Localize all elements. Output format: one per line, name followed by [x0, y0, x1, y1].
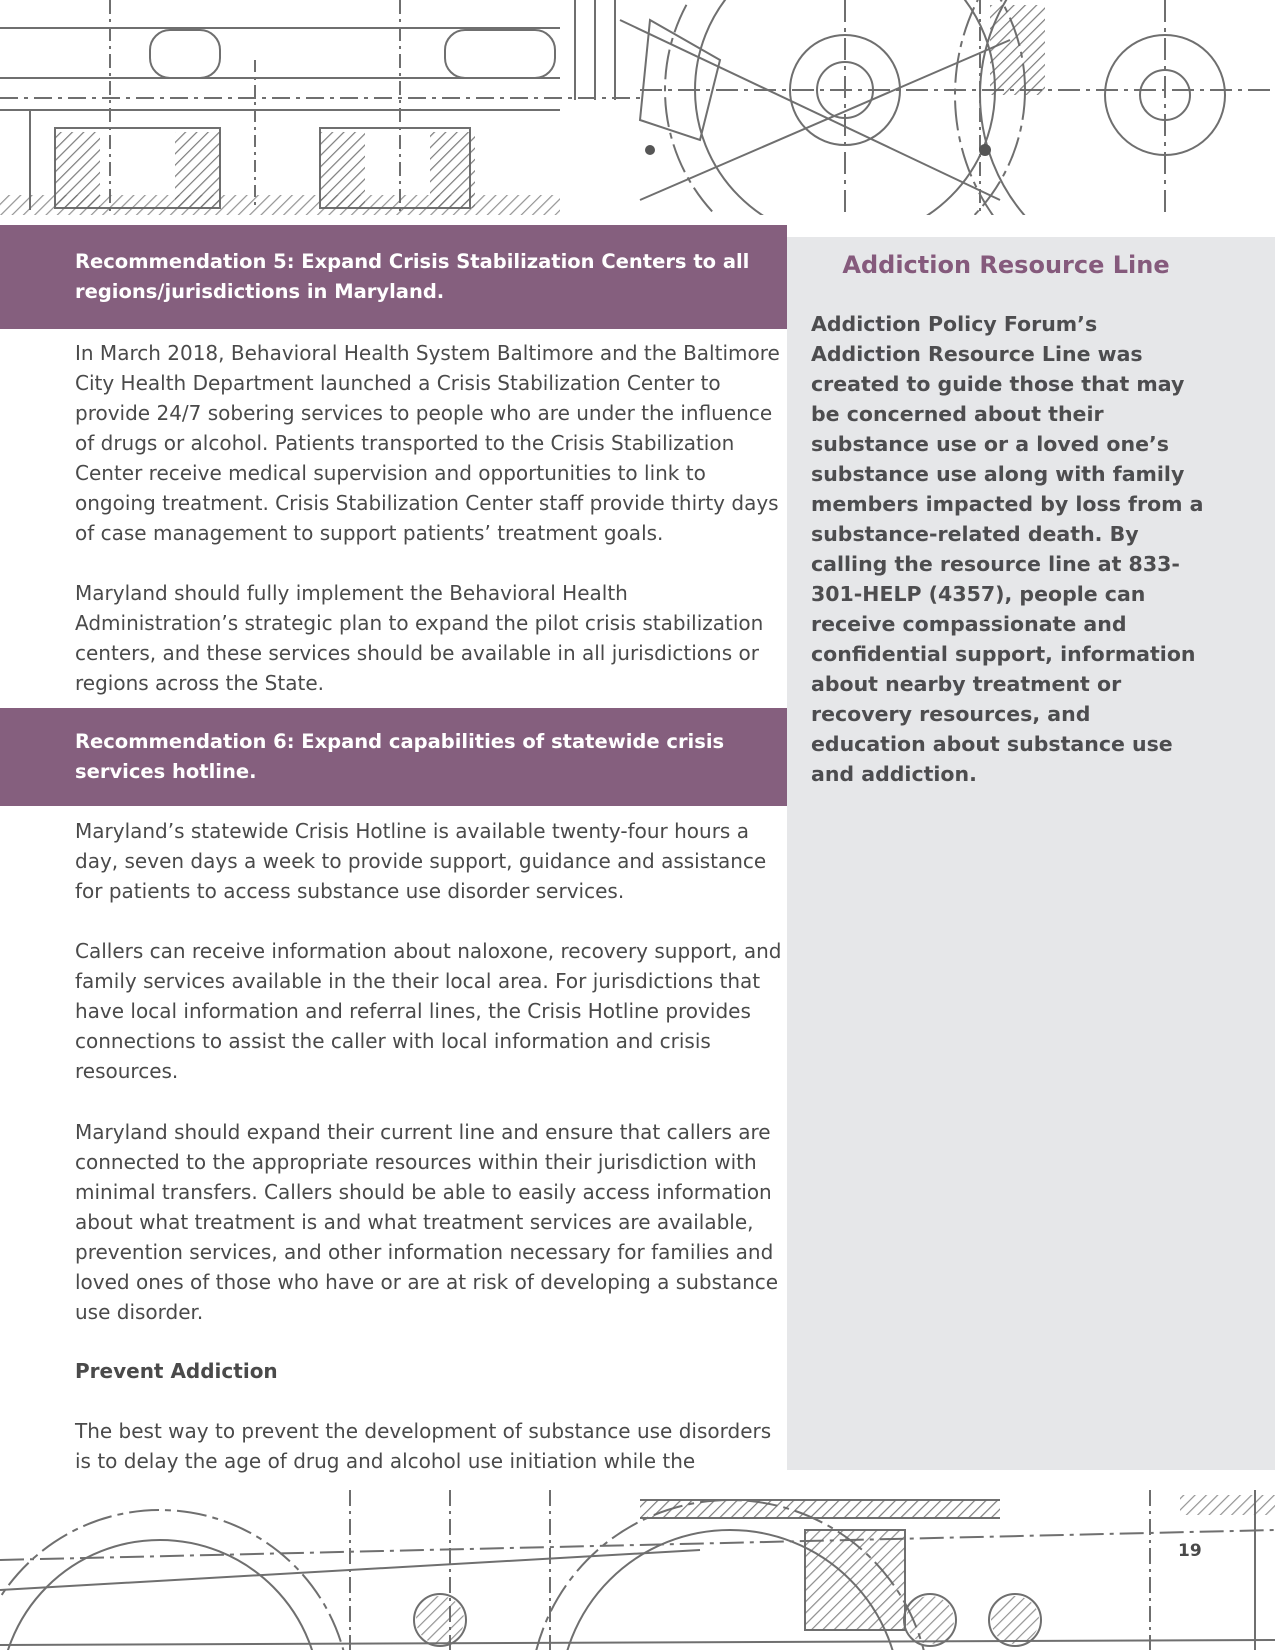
- prevent-addiction-paragraph: The best way to prevent the development of substance use disorders is to delay the age of drug and alcohol use initiation while the: [75, 1419, 772, 1473]
- recommendation-6-paragraph-3: Maryland should expand their current line and ensure that callers are connected to the appropriate resources within their jurisdiction with minimal transfers. Callers should be able to easily access information about what treatment is and what treatment services are available, prevention services, and other information necessary for families and loved ones of those who have or are at risk of developing a substance use disorder.: [75, 1120, 779, 1324]
- blueprint-drawing-top: [0, 0, 1275, 215]
- recommendation-6-paragraph-2: Callers can receive information about naloxone, recovery support, and family services available in the their local area. For jurisdictions that have local information and referral lines, the Crisis Hotline provides connections to assist the caller with local information and crisis resources.: [75, 939, 782, 1083]
- recommendation-5-paragraph-1: In March 2018, Behavioral Health System Baltimore and the Baltimore City Health Department launched a Crisis Stabilization Center to provide 24/7 sobering services to people who are under the influence of drugs or alcohol. Patients transported to the Crisis Stabilization Center receive medical supervision and opportunities to link to ongoing treatment. Crisis Stabilization Center staff provide thirty days of case management to support patients’ treatment goals.: [75, 341, 780, 545]
- sidebar-body: Addiction Policy Forum’s Addiction Resource Line was created to guide those that may be concerned about their substance use or a loved one’s substance use along with family members impacted by loss from a substance-related death. By calling the resource line at 833-301-HELP (4357), people can receive compassionate and confidential support, information about nearby treatment or recovery resources, and education about substance use and addiction.: [811, 312, 1204, 786]
- sidebar-title: Addiction Resource Line: [842, 251, 1170, 279]
- recommendation-5-header: [0, 225, 787, 329]
- recommendation-6-paragraph-1: Maryland’s statewide Crisis Hotline is available twenty-four hours a day, seven days a week to provide support, guidance and assistance for patients to access substance use disorder services.: [75, 819, 767, 903]
- recommendation-6-title: Recommendation 6: Expand capabilities of statewide crisis services hotline.: [75, 730, 725, 783]
- recommendation-6-header: [0, 708, 787, 806]
- blueprint-drawing-bottom: [0, 1490, 1275, 1650]
- header-blueprint-illustration: [0, 0, 1275, 215]
- resource-line-sidebar: [787, 237, 1275, 1470]
- page-number: 19: [1178, 1541, 1202, 1561]
- footer-blueprint-illustration: [0, 1490, 1275, 1650]
- recommendation-5-title: Recommendation 5: Expand Crisis Stabilization Centers to all regions/jurisdictions in Maryland.: [75, 250, 750, 303]
- recommendation-5-paragraph-2: Maryland should fully implement the Behavioral Health Administration’s strategic plan to expand the pilot crisis stabilization centers, and these services should be available in all jurisdictions or regions across the State.: [75, 581, 764, 695]
- prevent-addiction-heading: Prevent Addiction: [75, 1359, 278, 1383]
